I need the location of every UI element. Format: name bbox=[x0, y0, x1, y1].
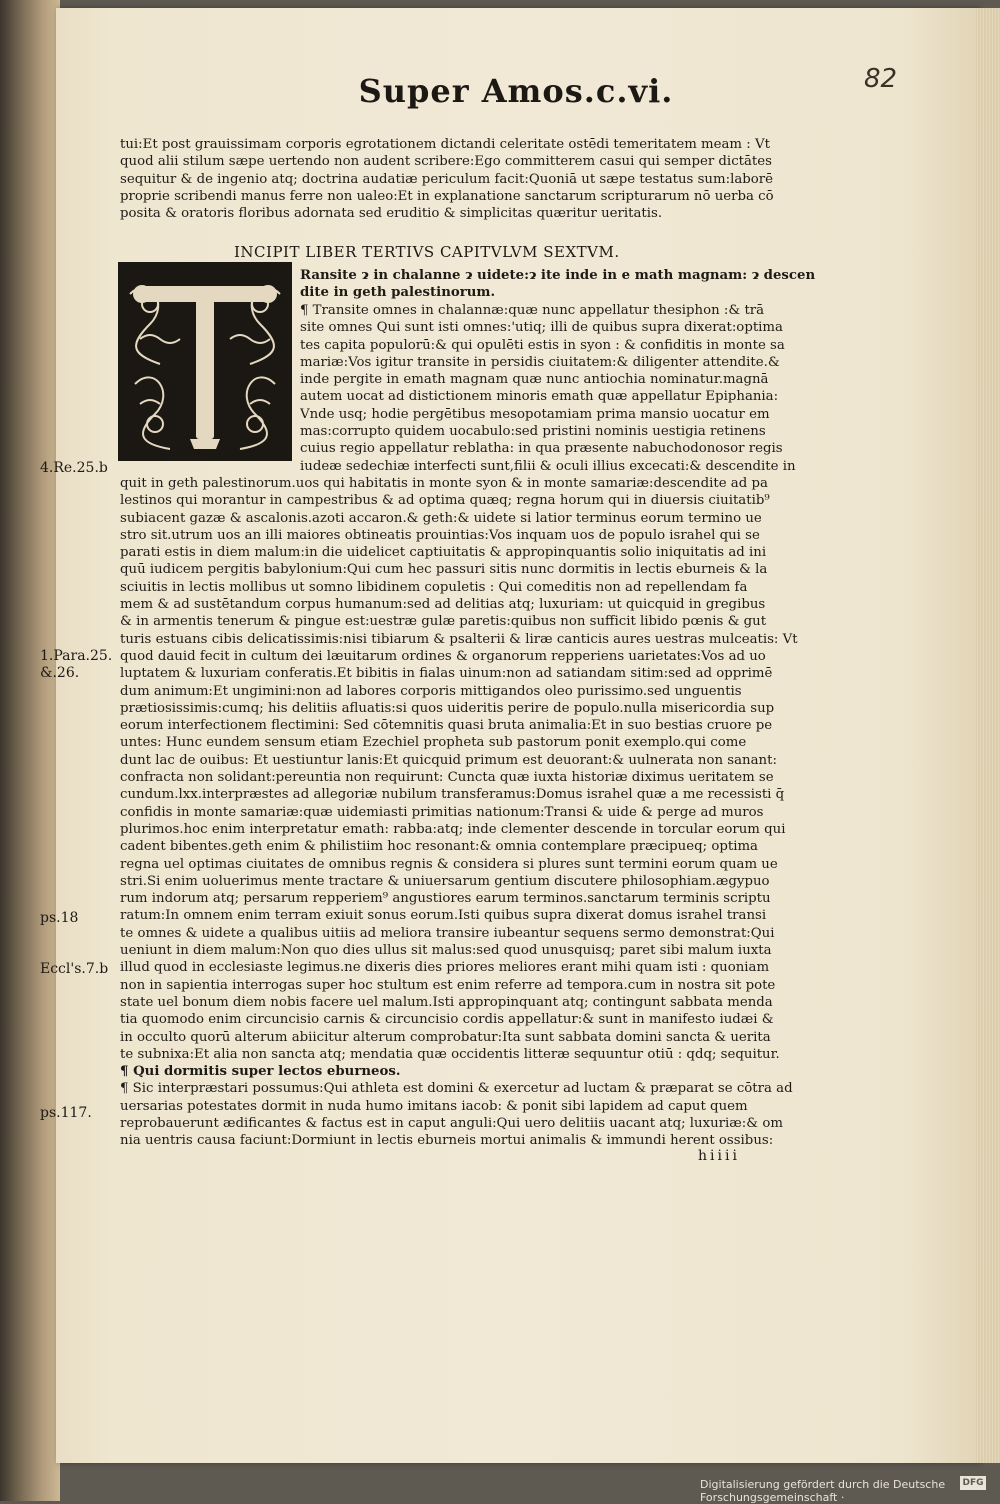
text-line: uersarias potestates dormit in nuda humo imitans iacob: & ponit sibi lapidem ad caput quem bbox=[120, 1098, 748, 1114]
text-line: Vnde usq; hodie pergētibus mesopotamiam prima mansio uocatur em bbox=[300, 406, 770, 422]
text-line: confracta non solidant:pereuntia non requirunt: Cuncta quæ iuxta historiæ diximus ueritatem se bbox=[120, 770, 774, 786]
lemma-block bbox=[300, 267, 836, 302]
intro-paragraph bbox=[120, 136, 836, 222]
text-line: posita & oratoris floribus adornata sed eruditio & simplicitas quæritur ueritatis. bbox=[120, 206, 663, 222]
text-line: mem & ad sustētandum corpus humanum:sed ad delitias atq; luxuriam: ut quicquid in gregibus bbox=[120, 597, 766, 613]
text-line: illud quod in ecclesiaste legimus.ne dixeris dies priores meliores erant mihi quam isti : quoniam bbox=[120, 960, 770, 976]
text-line: prætiosissimis:cumq; his delitiis afluatis:si quos uideritis perire de populo.nulla misericordia sup bbox=[120, 700, 775, 716]
marginal-note: ps.117. bbox=[40, 1105, 92, 1121]
text-line: sciuitis in lectis mollibus ut somno libidinem copuletis : Qui comeditis non ad repellendam fa bbox=[120, 579, 748, 595]
decorated-initial-T bbox=[118, 262, 292, 461]
text-line: rum indorum atq; persarum repperiem⁹ angustiores earum terminos.sanctarum terminis scriptu bbox=[120, 891, 771, 907]
dfg-logo: DFG bbox=[960, 1476, 986, 1490]
text-line: lestinos qui morantur in campestribus & ad optima quæq; regna horum qui in diuersis ciuitatib⁹ bbox=[120, 493, 770, 509]
marginal-note: 4.Re.25.b bbox=[40, 460, 108, 476]
text-line: proprie scribendi manus ferre non ualeo:Et in explanatione sanctarum scripturarum nō uerba cō bbox=[120, 188, 774, 204]
text-line: stri.Si enim uoluerimus mente tractare & uniuersarum gentium discutere philosophiam.ægypuo bbox=[120, 873, 770, 889]
text-line: sequitur & de ingenio atq; doctrina audatiæ periculum facit:Quoniā ut sæpe testatus sum:laborē bbox=[120, 171, 773, 187]
text-line: quod dauid fecit in cultum dei læuitarum ordines & organorum repperiens uarietates:Vos ad uo bbox=[120, 648, 766, 664]
marginal-note: Eccl's.7.b bbox=[40, 961, 109, 977]
text-line: stro sit.utrum uos an illi maiores obtineatis prouintias:Vos inquam uos de populo israhel qui se bbox=[120, 527, 760, 543]
text-line: quū iudicem pergitis babylonium:Qui cum hec passuri sitis nunc dormitis in lectis eburneis & la bbox=[120, 562, 768, 578]
text-line: plurimos.hoc enim interpretatur emath: rabba:atq; inde clementer descende in torcular eorum qui bbox=[120, 821, 786, 837]
text-line: site omnes Qui sunt isti omnes:'utiq; illi de quibus supra dixerat:optima bbox=[300, 320, 783, 336]
text-line: ueniunt in diem malum:Non quo dies ullus sit malus:sed quod unusquisq; paret sibi malum iuxta bbox=[120, 943, 772, 959]
text-line: ¶ Sic interpræstari possumus:Qui athleta est domini & exercetur ad luctam & præparat se cōtra ad bbox=[120, 1081, 793, 1097]
text-line: quit in geth palestinorum.uos qui habitatis in monte syon & in monte samariæ:descendite ad pa bbox=[120, 476, 768, 491]
text-line: parati estis in diem malum:in die uidelicet captiuitatis & appropinquantis solio iniquitatis ad ini bbox=[120, 545, 767, 561]
text-line: reprobauerunt ædificantes & factus est in caput anguli:Qui uero delitiis uacant atq; luxuriæ:& om bbox=[120, 1115, 783, 1131]
text-line: autem uocat ad distictionem minoris emath quæ appellatur Epiphania: bbox=[300, 389, 779, 405]
text-line: tia quomodo enim circuncisio carnis & circuncisio cordis appellatur:& sunt in manifesto iudæi & bbox=[120, 1012, 774, 1028]
page-block-edge bbox=[976, 8, 1000, 1463]
text-line: state uel bonum diem nobis facere uel malum.Isti appropinquant atq; contingunt sabbata menda bbox=[120, 994, 773, 1010]
main-commentary bbox=[120, 475, 836, 1150]
marginal-note: 1.Para.25. bbox=[40, 648, 113, 664]
text-line: te omnes & uidete a qualibus uitiis ad meliora transire iubeantur sequens sermo demonstrat:Qui bbox=[120, 925, 775, 941]
footer-credit: Digitalisierung gefördert durch die Deutsche Forschungsgemeinschaft · bbox=[700, 1478, 946, 1504]
text-line: turis estuans cibis delicatissimis:nisi tibiarum & psalterii & liræ canticis aures uestras mulceatis: Vt bbox=[120, 631, 798, 647]
text-line: inde pergite in emath magnam quæ nunc antiochia nominatur.magnā bbox=[300, 372, 769, 388]
text-line: luptatem & luxuriam conferatis.Et bibitis in fialas uinum:non ad satiandam sitim:sed ad opprimē bbox=[120, 666, 773, 682]
text-line: mas:corrupto quidem uocabulo:sed pristini nominis uestigia retinens bbox=[300, 424, 766, 440]
text-line: eorum interfectionem flectimini: Sed cōtemnitis quasi bruta animalia:Et in suo bestias cruore pe bbox=[120, 718, 773, 734]
text-line: mariæ:Vos igitur transite in persidis ciuitatem:& diligenter attendite.& bbox=[300, 354, 780, 370]
text-line: dunt lac de ouibus: Et uestiuntur lanis:Et quicquid primum est deuorant:& uulnerata non sanant: bbox=[120, 752, 777, 768]
text-line: regna uel optimas ciuitates de omnibus regnis & considera si plures sunt termini eorum quam ue bbox=[120, 856, 778, 872]
facing-page-edge bbox=[4, 140, 52, 1240]
text-line: cuius regio appellatur reblatha: in qua præsente nabuchodonosor regis bbox=[300, 441, 783, 457]
sub-lemma: ¶ Qui dormitis super lectos eburneos. bbox=[120, 1064, 401, 1080]
book-spine bbox=[0, 0, 60, 1501]
commentary-beside-initial bbox=[300, 302, 836, 475]
folio-number: 82 bbox=[864, 64, 898, 94]
text-line: dum animum:Et ungimini:non ad labores corporis mittigandos oleo purissimo.sed unguentis bbox=[120, 683, 742, 699]
text-line: nia uentris causa faciunt:Dormiunt in lectis eburneis mortui animalis & immundi herent ossibus: bbox=[120, 1133, 774, 1149]
marginal-note: &.26. bbox=[40, 665, 80, 681]
lemma-line: Ransite ɂ in chalanne ɂ uidete:ɂ ite inde in e math magnam: ɂ descen bbox=[300, 268, 816, 283]
marginal-note: ps.18 bbox=[40, 910, 79, 926]
text-line: te subnixa:Et alia non sancta atq; mendatia quæ occidentis litteræ sequuntur otiū : qdq; sequitur. bbox=[120, 1046, 780, 1062]
text-line: ratum:In omnem enim terram exiuit sonus eorum.Isti quibus supra dixerat domus israhel transi bbox=[120, 908, 767, 924]
text-line: iudeæ sedechiæ interfecti sunt,filii & oculi illius excecati:& descendite in bbox=[300, 458, 796, 474]
text-line: cadent bibentes.geth enim & philistiim hoc resonant:& omnia contemplare præcipueq; optima bbox=[120, 839, 758, 855]
text-line: tui:Et post grauissimam corporis egrotationem dictandi celeritate ostēdi temeritatem meam : Vt bbox=[120, 137, 770, 152]
text-line: & in armentis tenerum & pingue est:uestræ gulæ paretis:quibus non sufficit libido pœnis & gut bbox=[120, 614, 767, 630]
text-line: subiacent gazæ & ascalonis.azoti accaron.& geth:& uidete si latior terminus eorum termino ue bbox=[120, 510, 762, 526]
text-line: quod alii stilum sæpe uertendo non audent scribere:Ego committerem casui qui semper dictātes bbox=[120, 154, 772, 170]
text-line: non in sapientia interrogas super hoc stultum est enim referre ad tempora.cum in nostra sit pote bbox=[120, 977, 776, 993]
lemma-line: dite in geth palestinorum. bbox=[300, 285, 496, 301]
text-line: cundum.lxx.interpræstes ad allegoriæ nubilum transferamus:Domus israhel quæ a me recessisti q̄ bbox=[120, 787, 785, 803]
text-line: in occulto quorū alterum abiicitur alterum comprobatur:Ita sunt sabbata domini sancta & uerita bbox=[120, 1029, 771, 1045]
book-page bbox=[40, 8, 979, 1463]
text-line: tes capita populorū:& qui opulēti estis in syon : & confiditis in monte sa bbox=[300, 337, 785, 353]
text-line: confidis in monte samariæ:quæ uidemiasti primitias nationum:Transi & uide & perge ad muros bbox=[120, 804, 764, 820]
text-line: ¶ Transite omnes in chalannæ:quæ nunc appellatur thesiphon :& trā bbox=[300, 303, 765, 318]
running-head: Super Amos.c.vi. bbox=[358, 72, 674, 110]
chapter-heading: INCIPIT LIBER TERTIVS CAPITVLVM SEXTVM. bbox=[234, 243, 620, 261]
text-line: untes: Hunc eundem sensum etiam Ezechiel propheta sub pastorum ponit exemplo.qui come bbox=[120, 735, 747, 751]
signature-mark: hiiii bbox=[698, 1148, 740, 1164]
